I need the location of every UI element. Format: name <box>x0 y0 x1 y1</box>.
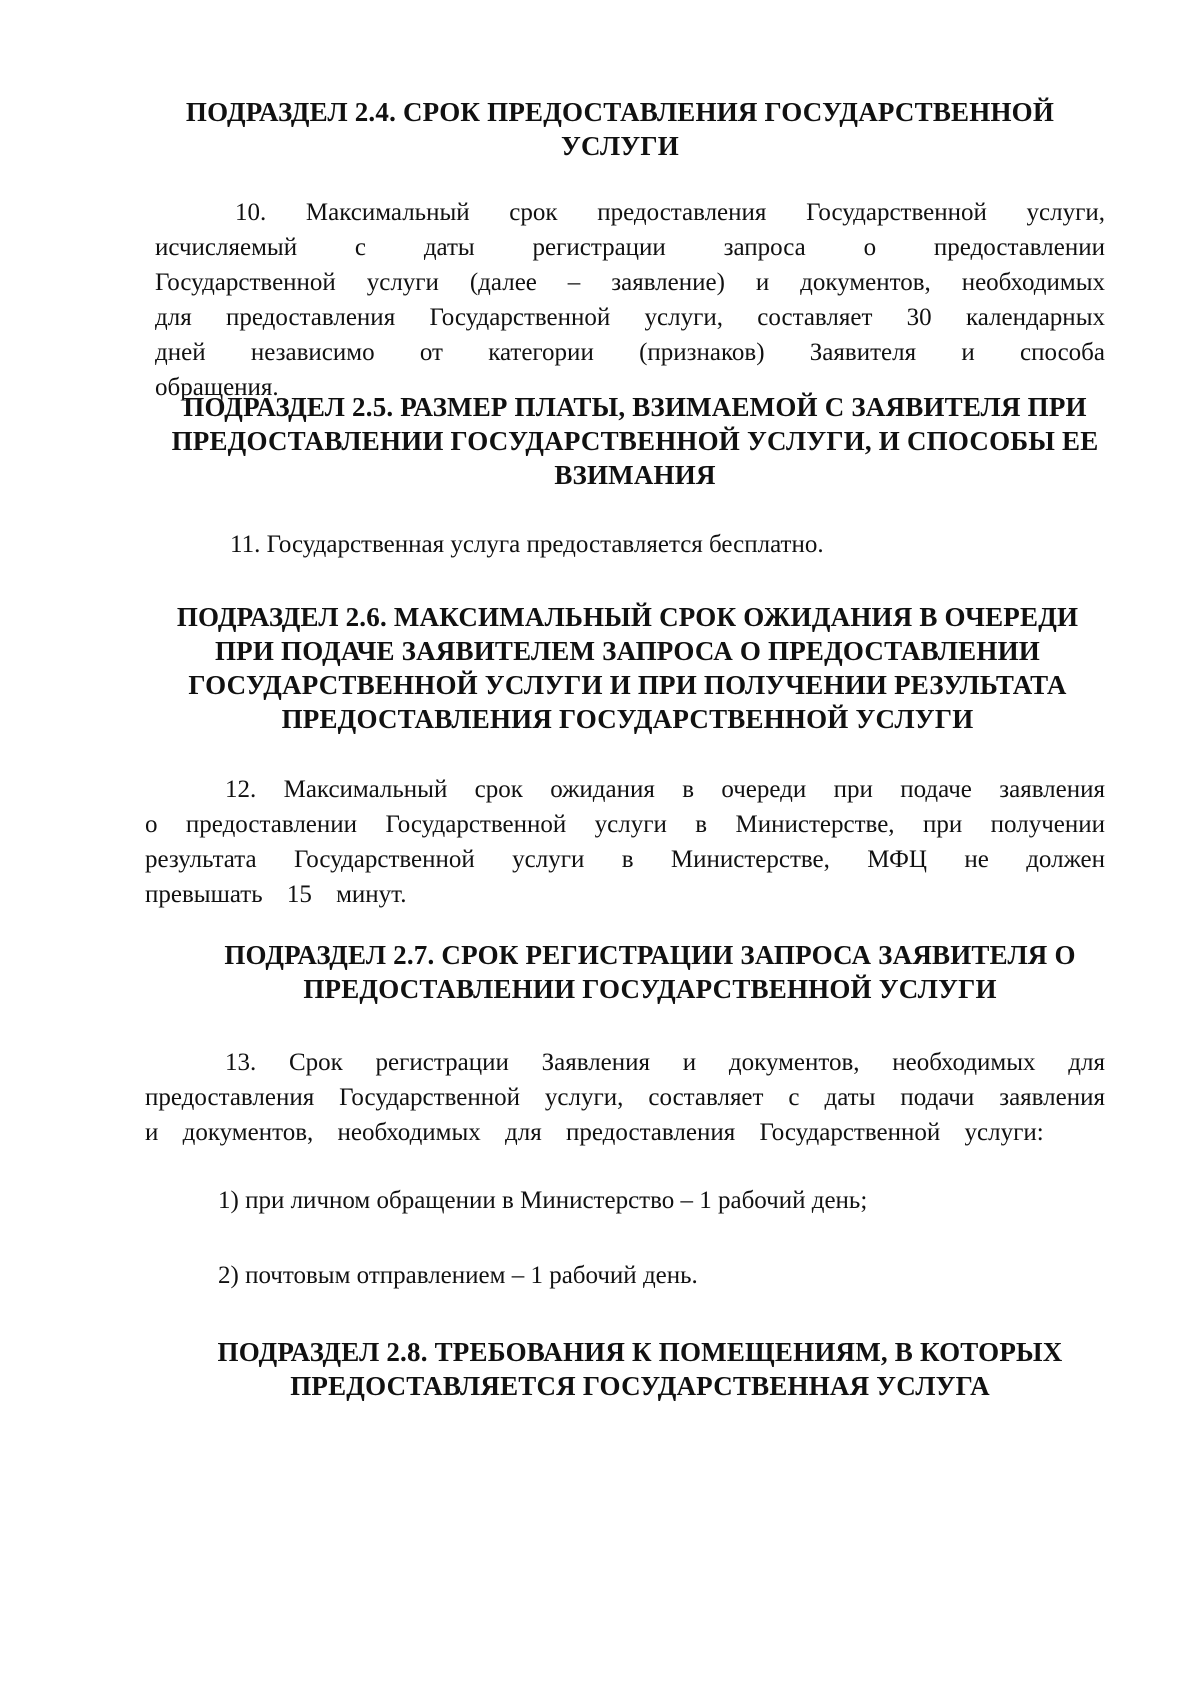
list-item-2: 2) почтовым отправлением – 1 рабочий день. <box>218 1262 698 1289</box>
section-heading-2-7: ПОДРАЗДЕЛ 2.7. СРОК РЕГИСТРАЦИИ ЗАПРОСА ЗАЯВИТЕЛЯ О ПРЕДОСТАВЛЕНИИ ГОСУДАРСТВЕННОЙ УСЛУГИ <box>224 940 1076 1004</box>
section-heading-2-5: ПОДРАЗДЕЛ 2.5. РАЗМЕР ПЛАТЫ, ВЗИМАЕМОЙ С ЗАЯВИТЕЛЯ ПРИ ПРЕДОСТАВЛЕНИИ ГОСУДАРСТВЕННОЙ УСЛУГИ, И СПОСОБЫ ЕЕ ВЗИМАНИЯ <box>171 392 1099 490</box>
paragraph-12: 12. Максимальный срок ожидания в очереди при подаче заявления о предоставлении Государственной услуги в Министерстве, при получении результата Государственной услуги в Министерстве, МФЦ не должен превышать 15 минут. <box>145 776 1105 908</box>
list-item-1: 1) при личном обращении в Министерство – 1 рабочий день; <box>218 1187 868 1214</box>
section-heading-2-4: ПОДРАЗДЕЛ 2.4. СРОК ПРЕДОСТАВЛЕНИЯ ГОСУДАРСТВЕННОЙ УСЛУГИ <box>185 97 1055 161</box>
paragraph-11: 11. Государственная услуга предоставляется бесплатно. <box>230 531 824 558</box>
paragraph-13: 13. Срок регистрации Заявления и документов, необходимых для предоставления Государственной услуги, составляет с даты подачи заявления и документов, необходимых для предоставления Государственной услуги: <box>145 1049 1105 1146</box>
section-heading-2-8: ПОДРАЗДЕЛ 2.8. ТРЕБОВАНИЯ К ПОМЕЩЕНИЯМ, В КОТОРЫХ ПРЕДОСТАВЛЯЕТСЯ ГОСУДАРСТВЕННАЯ УСЛУГА <box>217 1337 1063 1401</box>
paragraph-10: 10. Максимальный срок предоставления Государственной услуги, исчисляемый с даты регистрации запроса о предоставлении Государственной услуги (далее – заявление) и документов, необходимых для предоставления Государственной услуги, составляет 30 календарных дней независимо от категории (признаков) Заявителя и способа обращения. <box>155 199 1105 401</box>
section-heading-2-6: ПОДРАЗДЕЛ 2.6. МАКСИМАЛЬНЫЙ СРОК ОЖИДАНИЯ В ОЧЕРЕДИ ПРИ ПОДАЧЕ ЗАЯВИТЕЛЕМ ЗАПРОСА О ПРЕДОСТАВЛЕНИИ ГОСУДАРСТВЕННОЙ УСЛУГИ И ПРИ ПОЛУЧЕНИИ РЕЗУЛЬТАТА ПРЕДОСТАВЛЕНИЯ ГОСУДАРСТВЕННОЙ УСЛУГИ <box>176 602 1079 734</box>
